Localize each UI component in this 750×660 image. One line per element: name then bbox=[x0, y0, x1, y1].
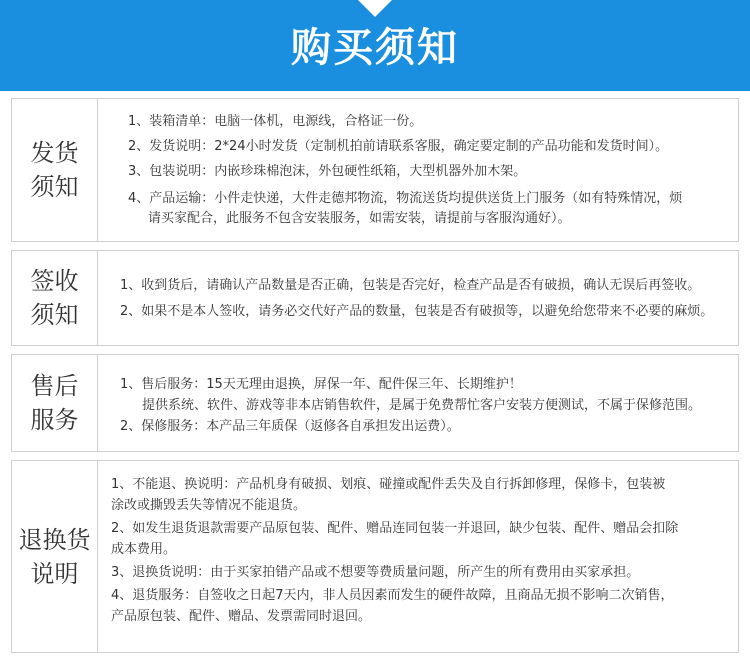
label-line: 须知 bbox=[30, 173, 79, 201]
section-after-sales bbox=[11, 354, 739, 452]
section-return-policy bbox=[11, 460, 739, 653]
section-body bbox=[98, 461, 738, 652]
section-receipt-notice bbox=[11, 250, 739, 346]
text-line: 3、退换货说明：由于买家拍错产品或不想要等费质量问题，所产生的所有费用由买家承担。 bbox=[111, 565, 640, 580]
text-line: 成本费用。 bbox=[111, 542, 177, 557]
header-banner bbox=[0, 0, 750, 91]
text-line: 1、售后服务：15天无理由退换，屏保一年、配件保三年、长期维护！ bbox=[120, 377, 522, 392]
label-line: 说明 bbox=[30, 559, 79, 588]
text-line: 2、保修服务：本产品三年质保（返修各自承担发出运费）。 bbox=[120, 419, 460, 434]
section-label-text bbox=[19, 136, 91, 204]
text-line: 2、发货说明：2*24小时发货（定制机拍前请联系客服，确定要定制的产品功能和发货时间）。 bbox=[128, 139, 669, 154]
text-line: 提供系统、软件、游戏等非本店销售软件，是属于免费帮忙客户安装方便测试，不属于保修范围。 bbox=[142, 398, 702, 413]
section-label bbox=[12, 355, 98, 451]
label-line: 服务 bbox=[30, 406, 79, 434]
section-label bbox=[12, 99, 98, 241]
section-label-text bbox=[19, 369, 91, 437]
section-body bbox=[98, 251, 738, 345]
text-line: 产品原包装、配件、赠品、发票需同时退回。 bbox=[111, 609, 372, 624]
section-label bbox=[12, 461, 98, 652]
text-line: 3、包装说明：内嵌珍珠棉泡沫，外包硬性纸箱，大型机器外加木架。 bbox=[128, 164, 527, 179]
section-body bbox=[98, 99, 738, 241]
label-line: 须知 bbox=[30, 301, 79, 329]
text-line: 4、退货服务：自签收之日起7天内，非人员因素而发生的硬件故障，且商品无损不影响二次销售， bbox=[111, 588, 674, 603]
page-title: 购买须知 bbox=[291, 25, 459, 71]
section-label-text bbox=[19, 264, 91, 332]
text-line: 请买家配合，此服务不包含安装服务，如需安装，请提前与客服沟通好）。 bbox=[148, 211, 571, 226]
text-line: 1、收到货后，请确认产品数量是否正确，包装是否完好，检查产品是否有破损，确认无误后再签收。 bbox=[120, 278, 701, 293]
label-line: 退换货 bbox=[18, 525, 91, 554]
label-line: 售后 bbox=[30, 372, 79, 400]
text-line: 2、如果不是本人签收，请务必交代好产品的数量，包装是否有破损等，以避免给您带来不必要的麻烦。 bbox=[120, 304, 714, 319]
text-line: 1、不能退、换说明：产品机身有破损、划痕、碰撞或配件丢失及自行拆卸修理，保修卡，包装被 bbox=[111, 477, 666, 492]
label-line: 发货 bbox=[30, 139, 79, 167]
section-shipping-notice bbox=[11, 98, 739, 242]
banner-notch bbox=[358, 0, 392, 17]
section-label-text bbox=[15, 523, 95, 591]
text-line: 4、产品运输：小件走快递，大件走德邦物流，物流送货均提供送货上门服务（如有特殊情况，烦 bbox=[128, 191, 683, 206]
text-line: 1、装箱清单：电脑一体机，电源线，合格证一份。 bbox=[128, 114, 423, 129]
text-line: 涂改或撕毁丢失等情况不能退货。 bbox=[111, 498, 307, 513]
label-line: 签收 bbox=[30, 267, 79, 295]
text-line: 2、如发生退货退款需要产品原包装、配件、赠品连同包装一并退回，缺少包装、配件、赠品会扣除 bbox=[111, 521, 679, 536]
section-body bbox=[98, 355, 738, 451]
section-label bbox=[12, 251, 98, 345]
